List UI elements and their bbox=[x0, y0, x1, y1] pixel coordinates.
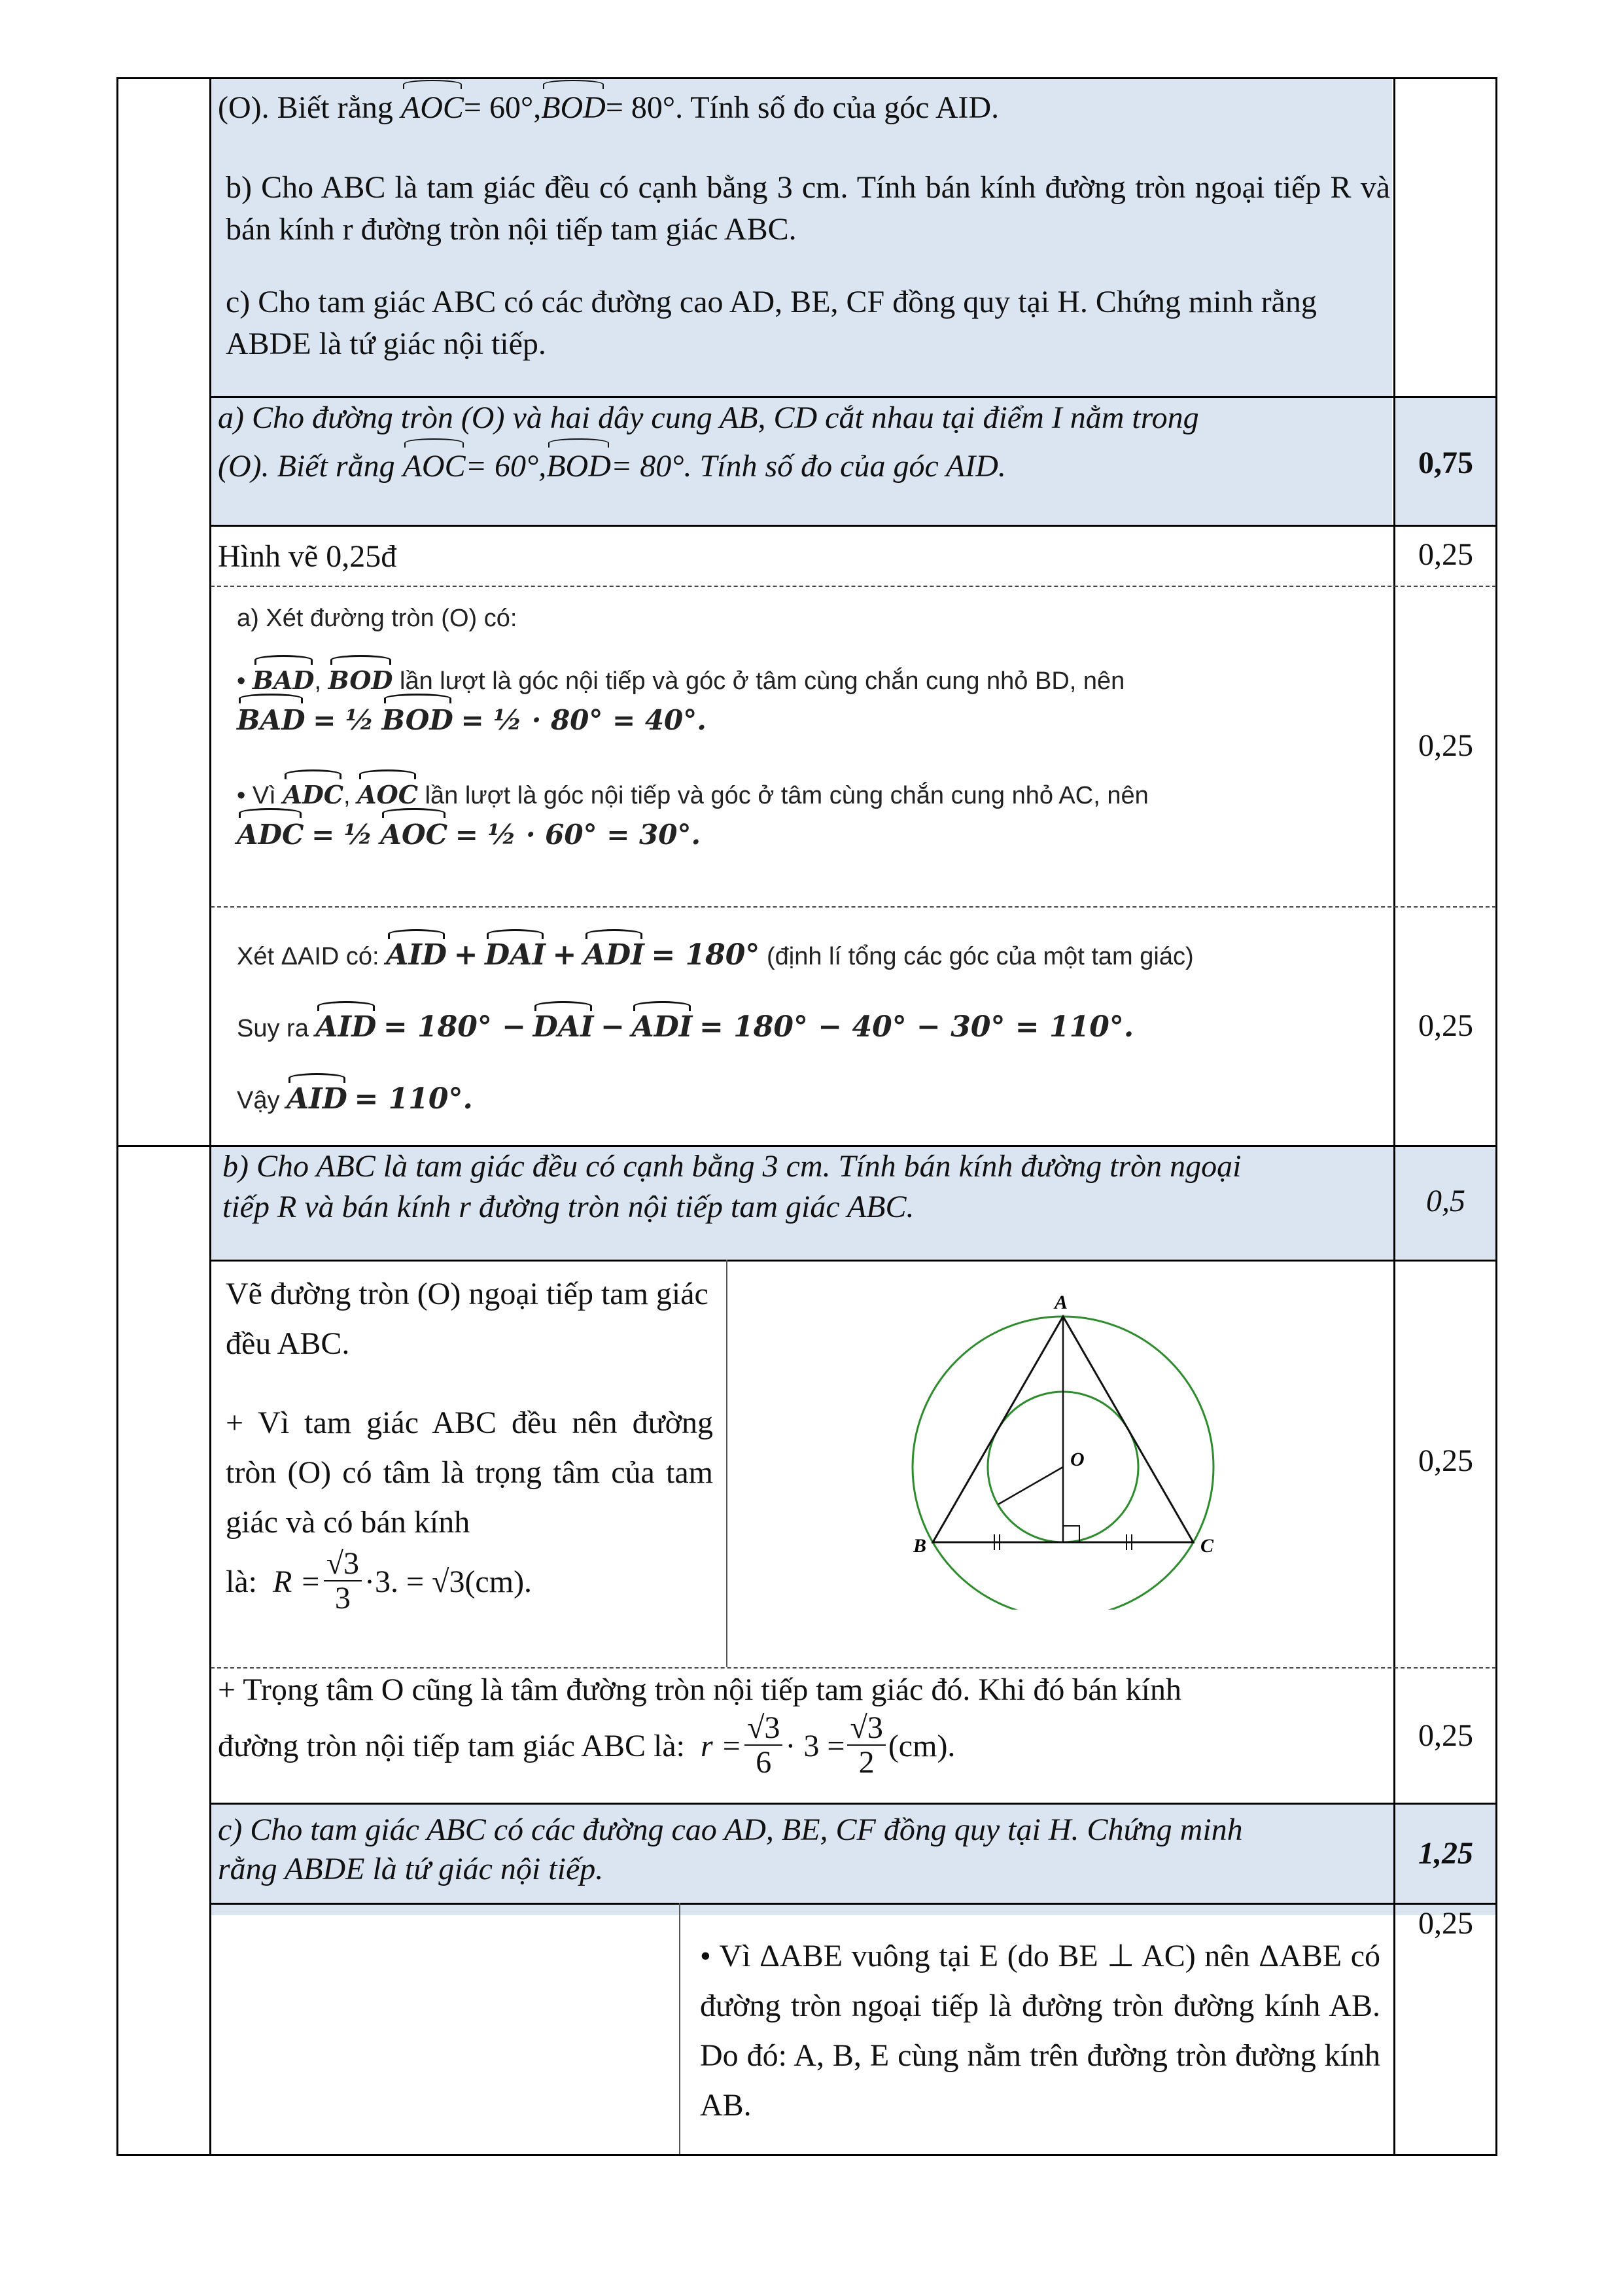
row-line-6 bbox=[209, 1903, 1497, 1905]
col-right-outer bbox=[1495, 77, 1497, 2155]
col-score-left bbox=[1393, 77, 1395, 2155]
step1-bullet1: • BAD, BOD lần lượt là góc nội tiếp và góc ở tâm cùng chắn cung nhỏ BD, nên bbox=[237, 662, 1336, 700]
part-a-header-line1: a) Cho đường tròn (O) và hai dây cung AB, CD cắt nhau tại điểm I nằm trong bbox=[218, 400, 1199, 435]
part-b-question: b) Cho ABC là tam giác đều có cạnh bằng 3 cm. Tính bán kính đường tròn ngoại tiếp R và bán kính r đường tròn nội tiếp tam giác ABC. bbox=[226, 170, 1390, 247]
label-a: A bbox=[1055, 1292, 1068, 1313]
step1-intro: a) Xét đường tròn (O) có: bbox=[237, 605, 517, 632]
row-line-2 bbox=[209, 525, 1497, 527]
part-b-para1: Vẽ đường tròn (O) ngoại tiếp tam giác đều ABC. bbox=[226, 1277, 708, 1361]
part-b-incircle-line1: + Trọng tâm O cũng là tâm đường tròn nội tiếp tam giác đó. Khi đó bán kính bbox=[218, 1672, 1181, 1707]
score-figure: 0,25 bbox=[1418, 537, 1473, 572]
step1-bullet1-eq: BAD = ½ BOD = ½ · 80° = 40°. bbox=[237, 700, 1336, 741]
step2-line1: Xét ΔAID có: AID + DAI + ADI = 180° (định lí tổng các góc của một tam giác) bbox=[237, 936, 1349, 976]
score-c-header: 1,25 bbox=[1418, 1836, 1473, 1871]
part-b-header-line2: tiếp R và bán kính r đường tròn nội tiếp tam giác ABC. bbox=[222, 1190, 915, 1224]
col-figure-divider bbox=[726, 1260, 727, 1667]
step1-bullet2-eq: ADC = ½ AOC = ½ · 60° = 30°. bbox=[237, 815, 1336, 855]
score-step1: 0,25 bbox=[1418, 728, 1473, 763]
part-c-question: c) Cho tam giác ABC có các đường cao AD, BE, CF đồng quy tại H. Chứng minh rằng ABDE là tứ giác nội tiếp. bbox=[226, 285, 1317, 361]
angle-bod: BOD bbox=[541, 86, 606, 130]
row-dash-2 bbox=[211, 906, 1496, 908]
score-c-solution: 0,25 bbox=[1418, 1906, 1473, 1941]
col-left-outer bbox=[116, 77, 118, 2155]
score-a-header: 0,75 bbox=[1418, 446, 1473, 480]
step1-bullet2: • Vì ADC, AOC lần lượt là góc nội tiếp và góc ở tâm cùng chắn cung nhỏ AC, nên bbox=[237, 776, 1336, 815]
row-dash-3 bbox=[211, 1667, 1496, 1669]
row-line-4 bbox=[209, 1260, 1497, 1262]
label-o: O bbox=[1070, 1449, 1085, 1470]
part-b-incircle-line2: đường tròn nội tiếp tam giác ABC là: r = $\frac{√3}{6}$ · 3 = $\frac{√3}{2}$ (cm). bbox=[218, 1710, 956, 1780]
row-line-5 bbox=[209, 1803, 1497, 1805]
figure-row-text: Hình vẽ 0,25đ bbox=[218, 539, 397, 574]
step2-block bbox=[237, 936, 1349, 1120]
table-bottom-border bbox=[116, 2154, 1497, 2156]
score-b-incircle: 0,25 bbox=[1418, 1718, 1473, 1753]
score-step2: 0,25 bbox=[1418, 1008, 1473, 1043]
col-left-inner bbox=[209, 77, 211, 2155]
segment-ob bbox=[998, 1467, 1063, 1504]
row-line-1 bbox=[209, 396, 1497, 398]
table-top-border bbox=[116, 77, 1497, 79]
right-angle-mark bbox=[1063, 1526, 1079, 1542]
part-c-solution: • Vì ΔABE vuông tại E (do BE ⊥ AC) nên ΔABE có đường tròn ngoại tiếp là đường tròn đường kính AB. Do đó: A, B, E cùng nằm trên đường tròn đường kính AB. bbox=[700, 1939, 1380, 2123]
score-b-header: 0,5 bbox=[1426, 1184, 1465, 1218]
row-dash-1 bbox=[211, 586, 1496, 587]
part-b-formula: là: R = $\frac{√3}{3}$ ·3. = √3(cm). bbox=[226, 1546, 532, 1616]
col-c-divider bbox=[679, 1903, 680, 2155]
part-b-para2: + Vì tam giác ABC đều nên đường tròn (O) có tâm là trọng tâm của tam giác và có bán kính bbox=[226, 1405, 713, 1540]
label-c: C bbox=[1200, 1535, 1214, 1557]
part-a-question: (O). Biết rằng AOC= 60°,BOD= 80°. Tính số đo của góc AID. bbox=[218, 86, 1395, 130]
angle-aoc: AOC bbox=[401, 86, 464, 130]
part-c-header-line2: rằng ABDE là tứ giác nội tiếp. bbox=[218, 1852, 604, 1886]
score-b-solution: 0,25 bbox=[1418, 1443, 1473, 1478]
step2-line2: Suy ra AID = 180° − DAI − ADI = 180° − 40° − 30° = 110°. bbox=[237, 1008, 1349, 1048]
step1-block bbox=[237, 599, 1336, 855]
part-a-header-line2: (O). Biết rằng AOC= 60°,BOD= 80°. Tính số đo của góc AID. bbox=[218, 445, 1389, 488]
step2-line3: Vậy AID = 110°. bbox=[237, 1080, 1349, 1120]
part-c-header-line1: c) Cho tam giác ABC có các đường cao AD, BE, CF đồng quy tại H. Chứng minh bbox=[218, 1812, 1243, 1847]
triangle-figure bbox=[890, 1282, 1243, 1610]
part-b-header-line1: b) Cho ABC là tam giác đều có cạnh bằng 3 cm. Tính bán kính đường tròn ngoại bbox=[222, 1149, 1242, 1184]
label-b: B bbox=[913, 1535, 927, 1557]
row-line-3 bbox=[116, 1145, 1497, 1147]
